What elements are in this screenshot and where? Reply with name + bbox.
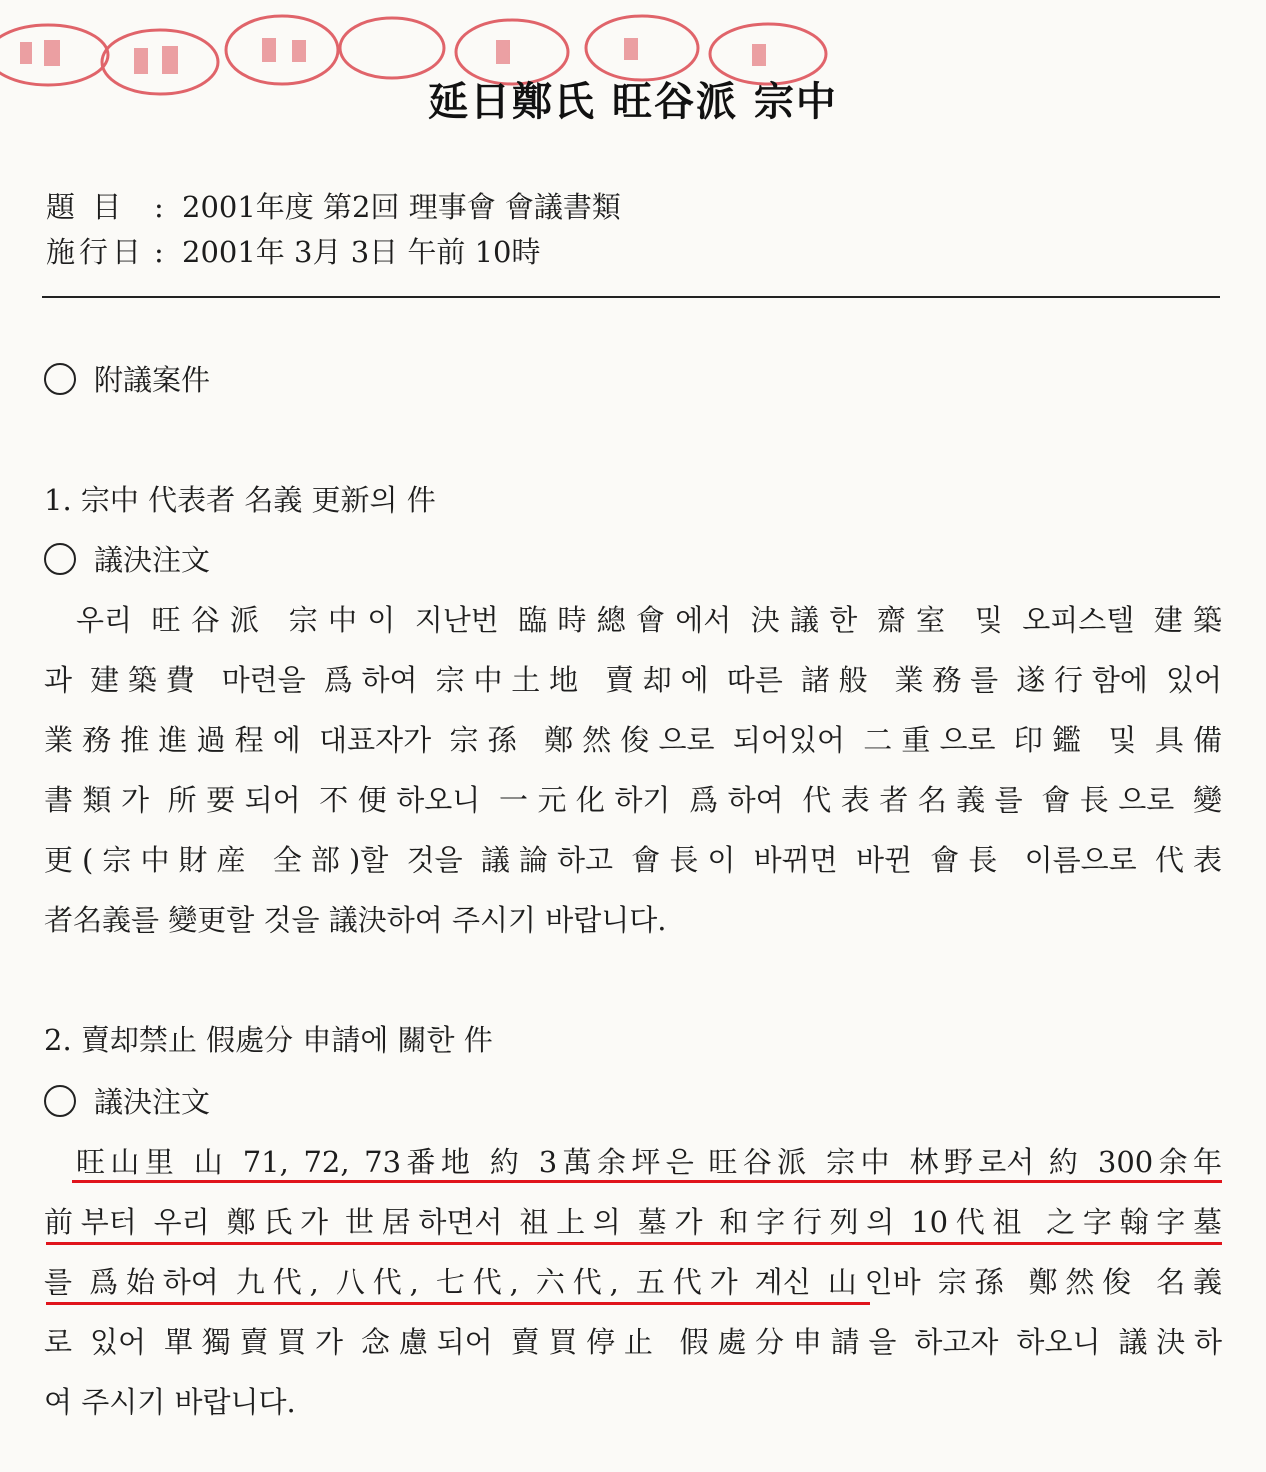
item-1-heading: 1. 宗中 代表者 名義 更新의 件 <box>44 483 436 517</box>
red-underline <box>72 1180 1222 1183</box>
meta-subject: 題 目 : 2001年度 第2回 理事會 會議書類 <box>46 185 621 226</box>
item-1-line-4: 書類가 所要되어 不便하오니 一元化하기 爲하여 代表者名義를 會長으로 變 <box>44 783 1222 817</box>
red-underline <box>46 1242 1222 1245</box>
item-2-line-1: 旺山里 山 71, 72, 73番地 約 3萬余坪은 旺谷派 宗中 林野로서 約 300余年 <box>76 1145 1222 1179</box>
subject-value: 2001年度 第2回 理事會 會議書類 <box>182 190 621 224</box>
red-underline <box>46 1302 870 1305</box>
circle-bullet-icon <box>44 1085 76 1117</box>
item-1-line-3: 業務推進過程에 대표자가 宗孫 鄭然俊으로 되어있어 二重으로 印鑑 및 具備 <box>44 723 1222 757</box>
agenda-heading: 附議案件 <box>44 360 1222 400</box>
circle-bullet-icon <box>44 363 76 395</box>
date-label: 施行日 <box>46 235 146 269</box>
item-1-line-1: 우리 旺谷派 宗中이 지난번 臨時總會에서 決議한 齋室 및 오피스텔 建築 <box>76 603 1222 637</box>
subject-label: 題 目 <box>46 190 126 224</box>
header-divider <box>42 296 1220 298</box>
item-2-line-3: 를 爲始하여 九代, 八代, 七代, 六代, 五代가 계신 山인바 宗孫 鄭然俊 名義 <box>44 1265 1222 1299</box>
item-2-line-2: 前부터 우리 鄭氏가 世居하면서 祖上의 墓가 和字行列의 10代祖 之字翰字墓 <box>44 1205 1222 1239</box>
item-1-line-5: 更(宗中財産 全部)할 것을 議論하고 會長이 바뀌면 바뀐 會長 이름으로 代表 <box>44 843 1222 877</box>
date-value: 2001年 3月 3日 午前 10時 <box>182 235 541 269</box>
item-2-line-5: 여 주시기 바랍니다. <box>44 1385 296 1419</box>
item-1-subheading: 議決注文 <box>44 540 1222 580</box>
item-2-line-4: 로 있어 單獨賣買가 念慮되어 賣買停止 假處分申請을 하고자 하오니 議決하 <box>44 1325 1222 1359</box>
document-title: 延日鄭氏 旺谷派 宗中 <box>428 78 838 125</box>
item-2-subheading: 議決注文 <box>44 1082 1222 1122</box>
circle-bullet-icon <box>44 543 76 575</box>
meta-date: 施行日 : 2001年 3月 3日 午前 10時 <box>46 230 540 271</box>
item-2-heading: 2. 賣却禁止 假處分 申請에 關한 件 <box>44 1023 493 1057</box>
item-1-line-6: 者名義를 變更할 것을 議決하여 주시기 바랍니다. <box>44 903 667 937</box>
item-1-line-2: 과 建築費 마련을 爲하여 宗中土地 賣却에 따른 諸般 業務를 遂行함에 있어 <box>44 663 1222 697</box>
